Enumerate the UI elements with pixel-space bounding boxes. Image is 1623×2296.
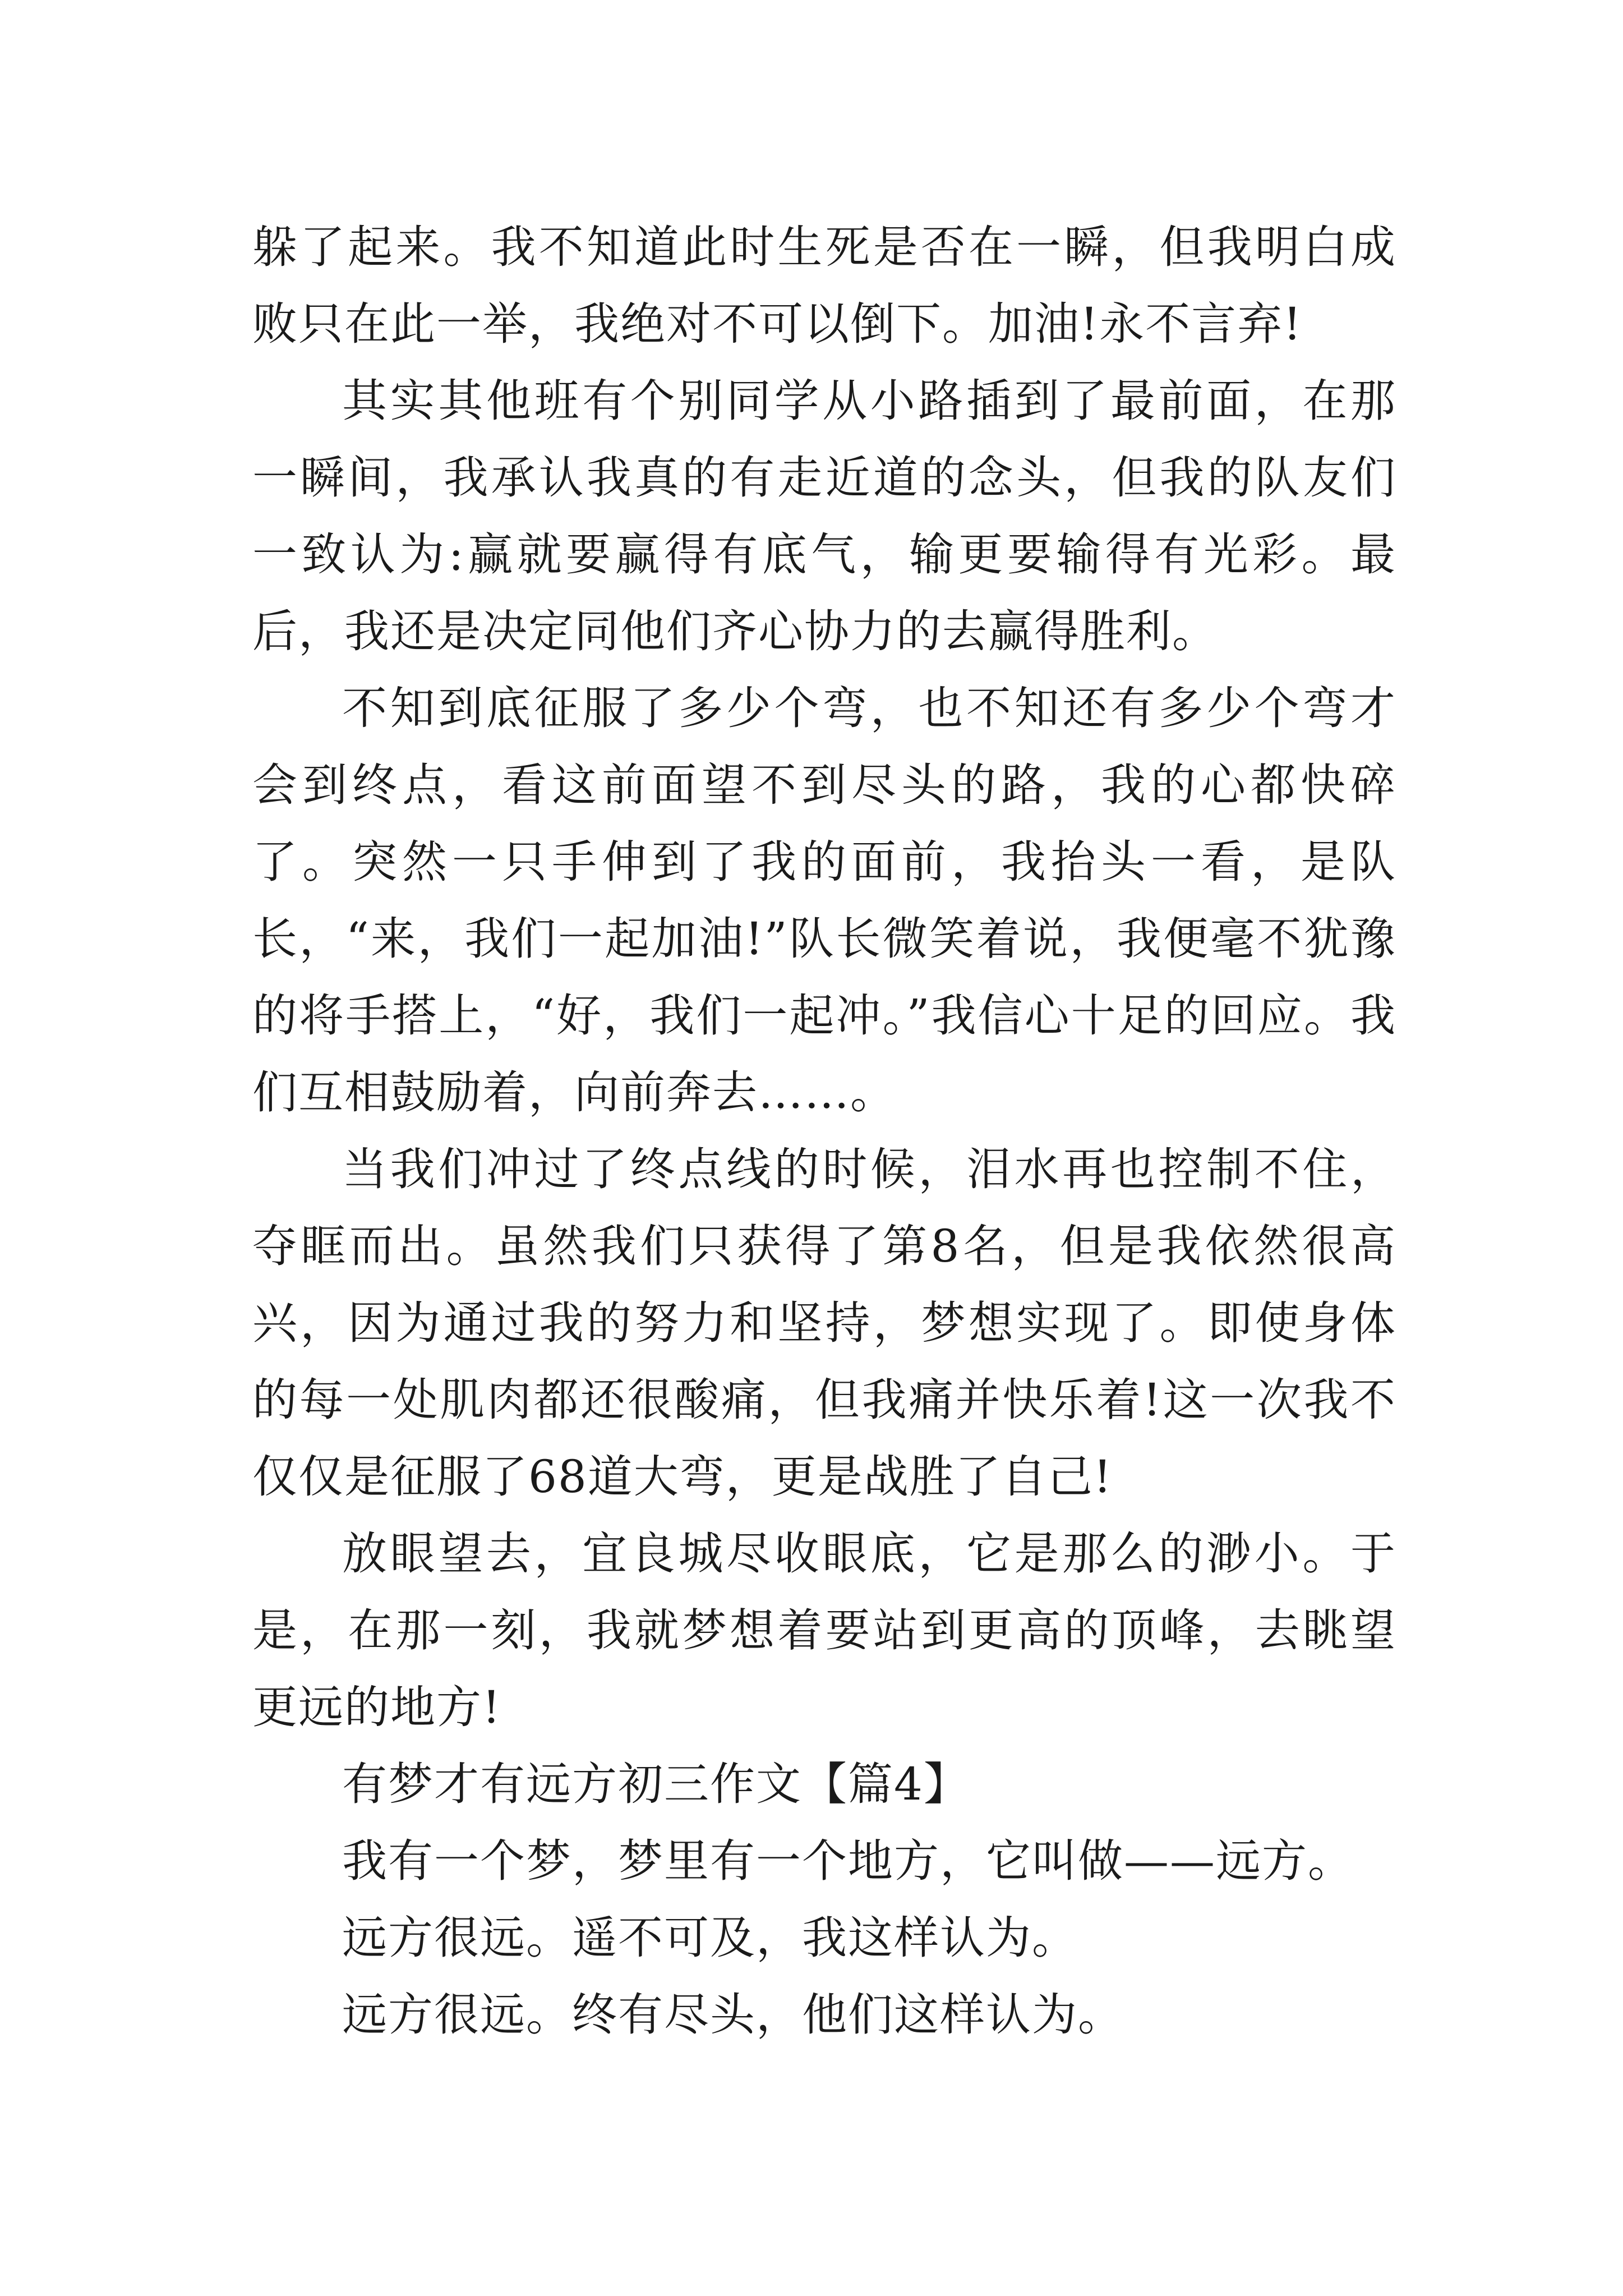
paragraph-finish-line: 当我们冲过了终点线的时候，泪水再也控制不住，夺眶而出。虽然我们只获得了第8名，但是我依然很高兴，因为通过我的努力和坚持，梦想实现了。即使身体的每一处肌肉都还很酸痛，但我痛并快乐着!这一次我不仅仅是征服了68道大弯，更是战胜了自己! — [252, 1143, 1396, 1503]
line-far-away-1: 远方很远。遥不可及，我这样认为。 — [342, 1912, 1078, 1964]
essay-body — [252, 209, 1396, 2053]
paragraph-continued: 躲了起来。我不知道此时生死是否在一瞬，但我明白成败只在此一举，我绝对不可以倒下。加油!永不言弃! — [252, 221, 1396, 350]
line-far-away-2: 远方很远。终有尽头，他们这样认为。 — [342, 1989, 1124, 2041]
paragraph-captain: 不知到底征服了多少个弯，也不知还有多少个弯才会到终点，看这前面望不到尽头的路，我的心都快碎了。突然一只手伸到了我的面前，我抬头一看，是队长，“来，我们一起加油!”队长微笑着说，我便毫不犹豫的将手搭上，“好，我们一起冲。”我信心十足的回应。我们互相鼓励着，向前奔去……。 — [252, 682, 1396, 1119]
line-dream: 我有一个梦，梦里有一个地方，它叫做——远方。 — [342, 1835, 1354, 1887]
paragraph-shortcut: 其实其他班有个别同学从小路插到了最前面，在那一瞬间，我承认我真的有走近道的念头，但我的队友们一致认为:赢就要赢得有底气，输更要输得有光彩。最后，我还是决定同他们齐心协力的去赢得胜利。 — [252, 375, 1396, 657]
essay-heading: 有梦才有远方初三作文【篇4】 — [342, 1758, 970, 1810]
paragraph-view: 放眼望去，宜良城尽收眼底，它是那么的渺小。于是，在那一刻，我就梦想着要站到更高的顶峰，去眺望更远的地方! — [252, 1527, 1396, 1733]
